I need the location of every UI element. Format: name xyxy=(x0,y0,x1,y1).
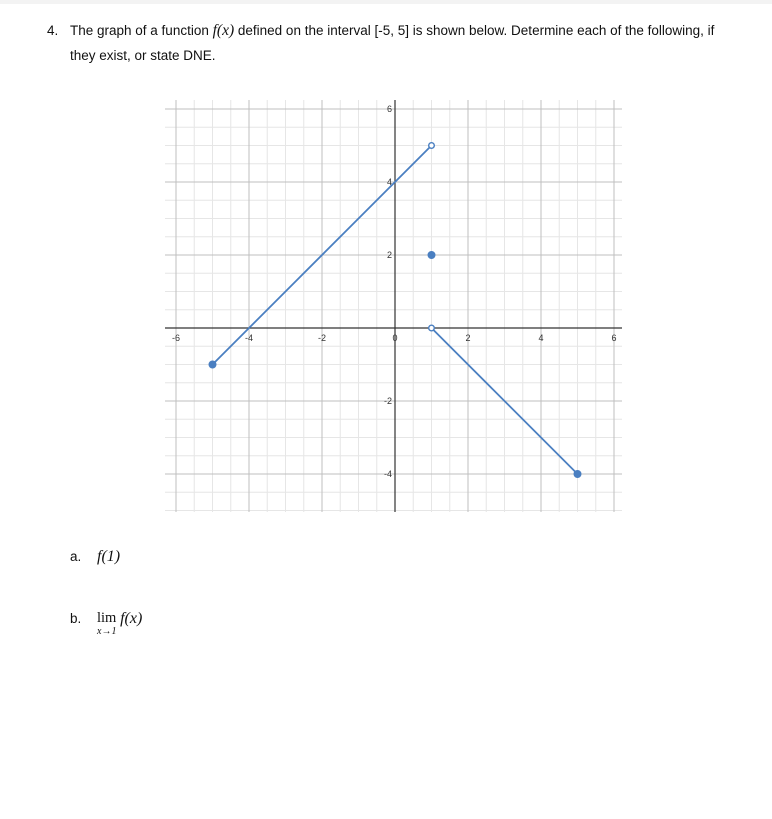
part-b xyxy=(70,610,143,637)
function-expression: f(x) xyxy=(212,22,235,39)
open-point xyxy=(429,143,435,149)
x-tick-label: -2 xyxy=(317,333,327,343)
question-text xyxy=(70,18,730,68)
part-b-label: b. xyxy=(70,611,82,626)
question-number: 4. xyxy=(47,23,59,38)
part-a xyxy=(70,548,120,566)
y-tick-label: 6 xyxy=(386,104,392,114)
x-tick-label: 6 xyxy=(611,333,617,343)
filled-point xyxy=(574,471,581,478)
x-tick-label: 2 xyxy=(465,333,471,343)
lim-word: lim xyxy=(97,610,117,626)
function-graph xyxy=(160,92,630,517)
question-text-after: defined on the interval [-5, 5] is shown below. Determine each of the following, if they exist, or state DNE. xyxy=(70,23,715,63)
x-tick-label: 4 xyxy=(538,333,544,343)
part-a-expr: f(1) xyxy=(97,548,121,565)
x-tick-label: -6 xyxy=(171,333,181,343)
y-tick-label: 2 xyxy=(386,250,392,260)
x-tick-label: 0 xyxy=(392,333,398,343)
page-top-rule xyxy=(0,0,772,4)
y-tick-label: -2 xyxy=(383,396,392,406)
filled-point xyxy=(428,252,435,259)
limit-notation xyxy=(97,610,117,637)
filled-point xyxy=(209,361,216,368)
part-b-expr: f(x) xyxy=(120,610,143,627)
y-tick-label: 4 xyxy=(386,177,392,187)
x-tick-label: -4 xyxy=(244,333,254,343)
y-tick-label: -4 xyxy=(383,469,392,479)
question-text-before: The graph of a function xyxy=(70,23,209,38)
lim-subscript: x→1 xyxy=(97,626,117,637)
part-a-label: a. xyxy=(70,549,82,564)
open-point xyxy=(429,325,435,331)
part-a-expression xyxy=(97,548,120,565)
